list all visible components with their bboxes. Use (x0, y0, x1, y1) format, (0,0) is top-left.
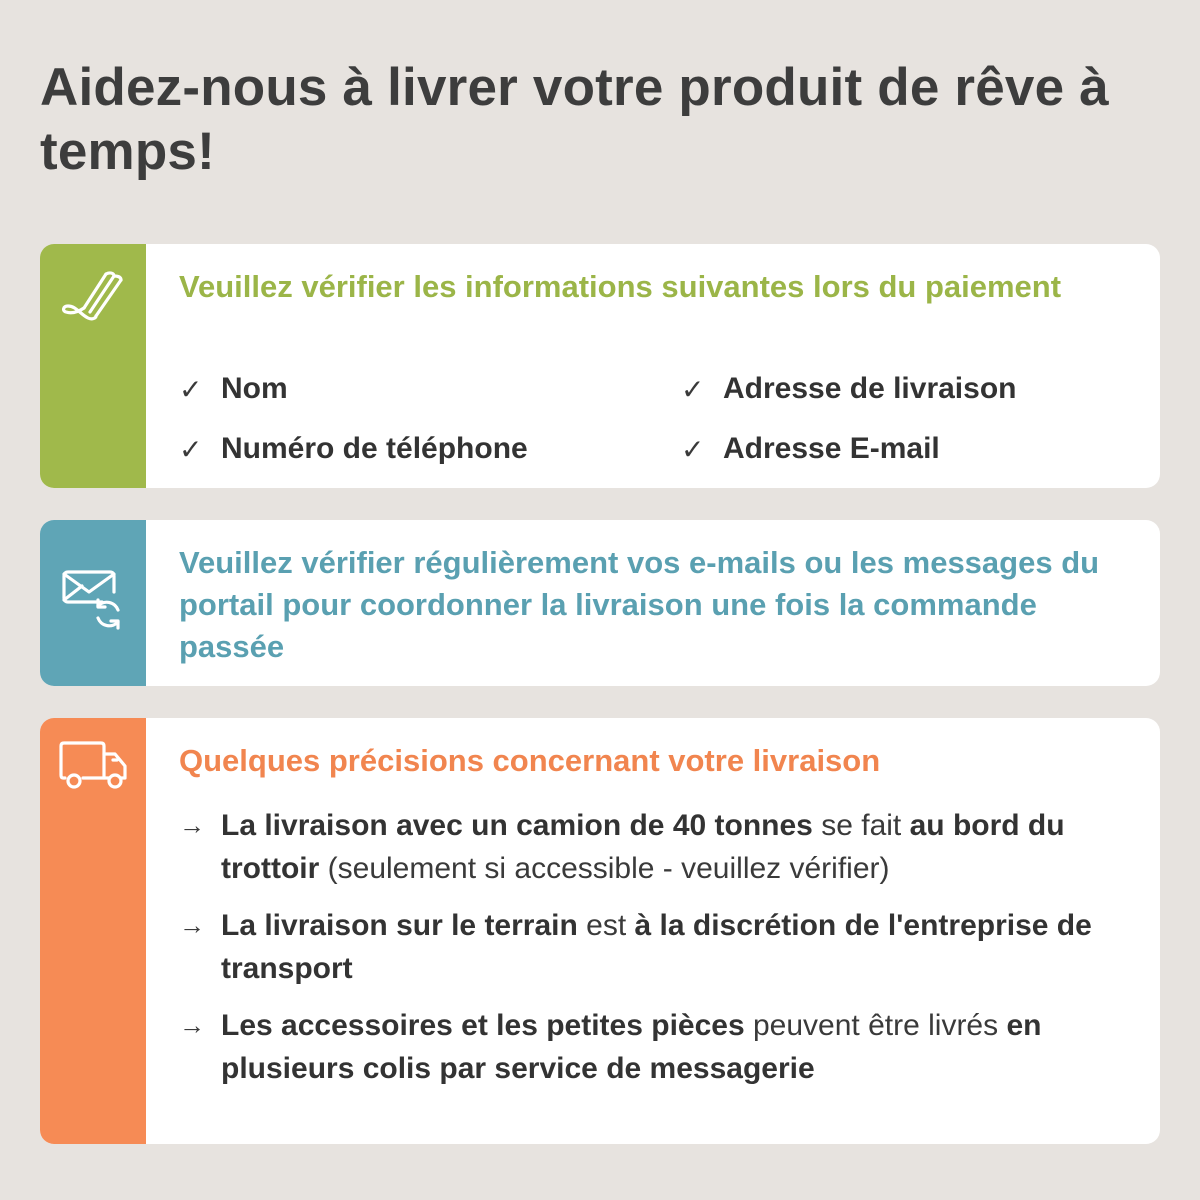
bold-text: Les accessoires et les petites pièces (221, 1009, 745, 1042)
plain-text: est (577, 909, 635, 942)
checklist-label: Numéro de téléphone (221, 432, 528, 465)
checklist (179, 370, 1129, 468)
checklist-label: Adresse de livraison (723, 372, 1017, 405)
email-check-card (40, 520, 1160, 686)
list-item (179, 1004, 1134, 1090)
card-heading: Veuillez vérifier régulièrement vos e-mails ou les messages du portail pour coordonner la livraison une fois la commande passée (179, 545, 1100, 664)
checkmark-icon: ✓ (681, 373, 705, 405)
plain-text: se fait (812, 809, 910, 842)
arrow-right-icon: → (179, 810, 205, 840)
bold-text: La livraison avec un camion de 40 tonnes (221, 809, 813, 842)
plain-text: peuvent être livrés (744, 1009, 1007, 1042)
page-title: Aidez-nous à livrer votre produit de rêve à temps! (40, 58, 1109, 181)
card-heading: Quelques précisions concernant votre livraison (179, 743, 881, 778)
list-item (681, 370, 1129, 408)
checklist-label: Nom (221, 372, 288, 405)
delivery-truck-icon (57, 718, 129, 794)
card-accent-bar (40, 520, 146, 686)
card-accent-bar (40, 718, 146, 1144)
delivery-points-list (179, 804, 1134, 1104)
hand-writing-icon (58, 244, 128, 328)
mail-sync-icon (58, 520, 128, 634)
delivery-details-card (40, 718, 1160, 1144)
checklist-label: Adresse E-mail (723, 432, 940, 465)
bold-text: à la discrétion de l'entreprise de transport (221, 909, 1092, 985)
list-item (179, 370, 681, 408)
checkmark-icon: ✓ (179, 373, 203, 405)
bold-text: au bord du trottoir (221, 809, 1065, 885)
plain-text: (seulement si accessible - veuillez vérifier) (319, 852, 890, 885)
list-item (179, 804, 1134, 890)
checkout-info-card (40, 244, 1160, 488)
card-accent-bar (40, 244, 146, 488)
bold-text: La livraison sur le terrain (221, 909, 578, 942)
card-heading: Veuillez vérifier les informations suivantes lors du paiement (179, 269, 1062, 304)
point-text (221, 904, 1134, 990)
arrow-right-icon: → (179, 1010, 205, 1040)
list-item (179, 430, 681, 468)
checkmark-icon: ✓ (681, 433, 705, 465)
list-item (681, 430, 1129, 468)
arrow-right-icon: → (179, 910, 205, 940)
checkmark-icon: ✓ (179, 433, 203, 465)
bold-text: en plusieurs colis par service de messagerie (221, 1009, 1042, 1085)
point-text (221, 804, 1134, 890)
point-text (221, 1004, 1134, 1090)
list-item (179, 904, 1134, 990)
